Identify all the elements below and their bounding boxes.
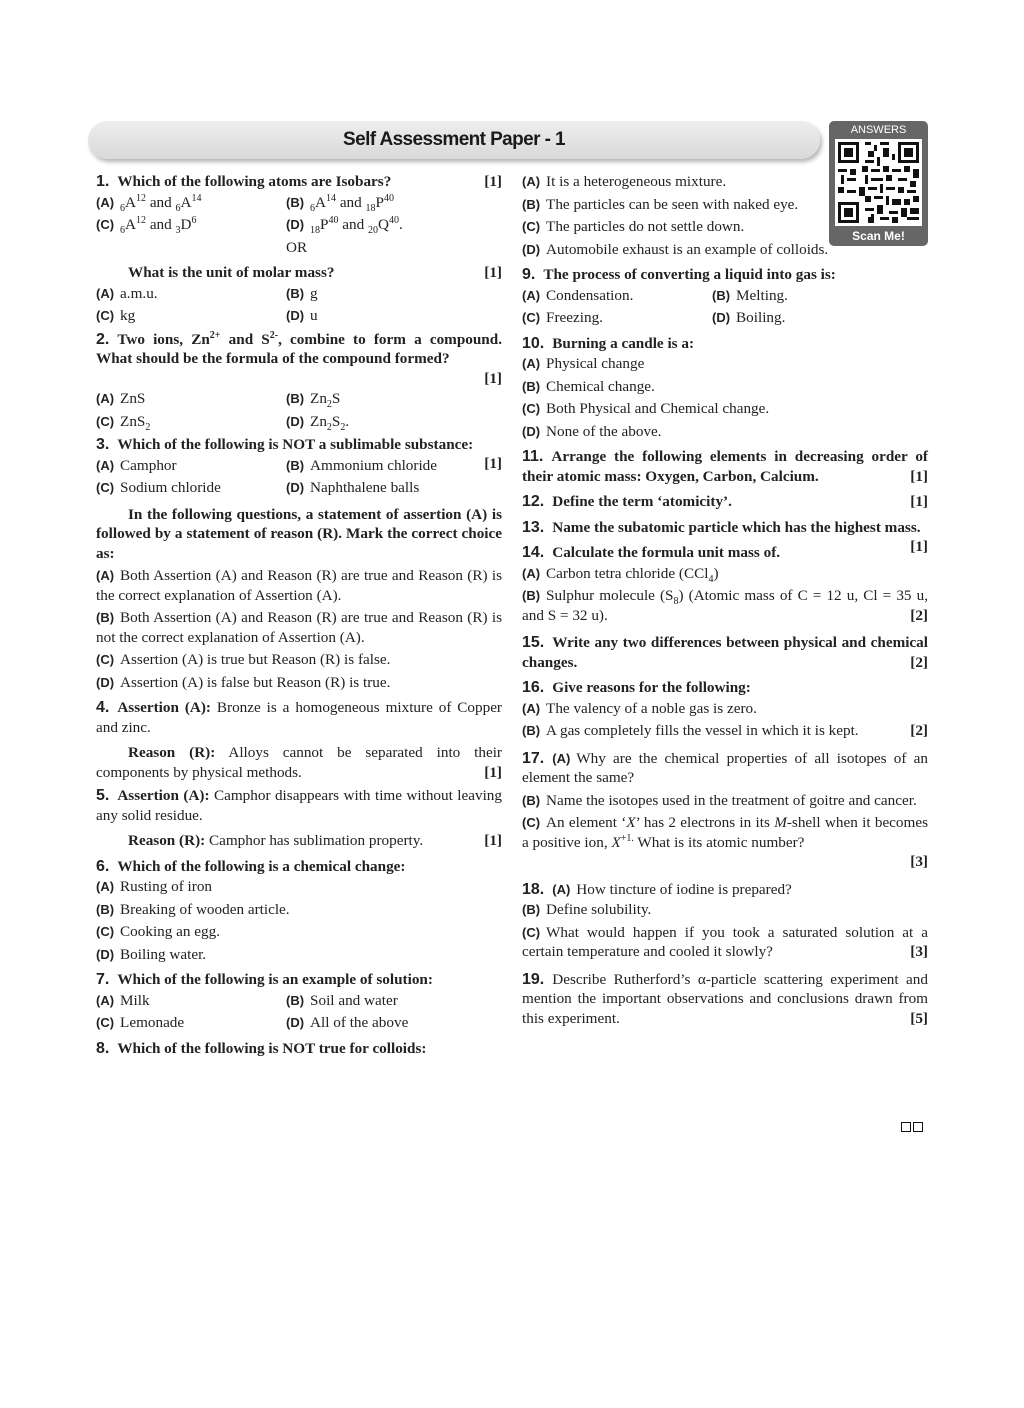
q14-part-a: (A) Carbon tetra chloride (CCl$_4$) [522, 564, 719, 585]
question-number: 11. [522, 448, 544, 465]
option-d[interactable]: (D) None of the above. [522, 422, 662, 440]
question-18: 18. (A) How tincture of iodine is prepared? [522, 880, 792, 898]
option-c[interactable]: (C) Cooking an egg. [96, 923, 221, 940]
q16-part-b: [2] (B) A gas completely fills the vessel in which it is kept. [522, 722, 928, 739]
question-number: 9. [522, 266, 536, 283]
option-a[interactable]: (A) a.m.u. [96, 284, 158, 302]
q17-part-b: (B) Name the isotopes used in the treatment of goitre and cancer. [522, 791, 917, 809]
question-text: Give reasons for the following: [552, 679, 751, 696]
option-c[interactable]: (C) The particles do not settle down. [522, 218, 745, 235]
mark: [1] [484, 832, 502, 849]
question-4-reason: Reason (R): Alloys cannot be separated into their components by physical methods. [1] [96, 744, 502, 781]
option-b[interactable]: (B) Soil and water [286, 991, 398, 1009]
option-a[interactable]: (A) Physical change [522, 355, 645, 372]
question-4: 4. Assertion (A): Bronze is a homogeneous mixture of Copper and zinc. [96, 699, 502, 736]
option-d[interactable]: (D) Automobile exhaust is an example of colloids. [522, 240, 829, 258]
option-a[interactable]: (A) It is a heterogeneous mixture. [522, 173, 727, 190]
mark: [3] [910, 853, 928, 870]
question-number: 6. [96, 857, 110, 875]
q2-options [96, 389, 502, 431]
option-b[interactable]: (B) g [286, 284, 318, 302]
question-number: 3. [96, 436, 110, 453]
question-text: Which of the following is NOT a sublimable substance: [117, 436, 474, 453]
question-text: Which of the following is a chemical change: [117, 857, 406, 875]
question-text: Burning a candle is a: [552, 334, 695, 352]
mark: [1] [910, 467, 928, 485]
section-header [88, 121, 820, 159]
q16-part-a: (A) The valency of a noble gas is zero. [522, 699, 757, 717]
mark: [1] [484, 264, 502, 281]
option-d[interactable]: (D) $_{18}P^{40}$ and $_{20}Q^{40}$. [286, 214, 403, 237]
q3-options [96, 456, 502, 498]
mark: [1] [484, 455, 502, 472]
question-number: 14. [522, 544, 545, 561]
question-text: Name the subatomic particle which has the highest mass. [552, 518, 921, 536]
mark: [3] [910, 943, 928, 960]
question-number: 12. [522, 493, 545, 510]
option-b[interactable]: (B) Melting. [712, 286, 788, 304]
mark: [2] [910, 722, 928, 739]
option-c[interactable]: (C) Freezing. [522, 309, 603, 326]
option-b[interactable]: (B) $_6A^{14}$ and $_{18}P^{40}$ [286, 192, 394, 214]
question-8 [96, 1039, 502, 1059]
mark: [5] [910, 1009, 928, 1027]
question-19 [522, 970, 928, 1029]
option-d[interactable]: (D) All of the above [286, 1014, 409, 1031]
assertion-reason-instructions: In the following questions, a statement of assertion (A) is followed by a statement of reason (R). Mark the correct choice as: [96, 505, 502, 562]
right-column [522, 172, 928, 1031]
question-number: 1. [96, 173, 110, 190]
question-number: 15. [522, 634, 545, 651]
question-text: Describe Rutherford’s α-particle scattering experiment and mention the important observations and conclusions drawn from this experiment. [522, 970, 928, 1027]
option-d[interactable]: (D) Boiling water. [96, 945, 207, 963]
ar-option-a: (A) Both Assertion (A) and Reason (R) are true and Reason (R) is the correct explanation of Assertion (A). [96, 567, 502, 604]
option-c[interactable]: (C) Lemonade [96, 1014, 185, 1031]
option-a[interactable]: (A) Milk [96, 991, 150, 1009]
option-a[interactable]: (A) Condensation. [522, 286, 634, 304]
question-text: Which of the following is an example of solution: [117, 971, 433, 988]
question-text: The process of converting a liquid into gas is: [543, 266, 836, 283]
question-number: 2. [96, 330, 110, 348]
mark: [1] [910, 538, 928, 555]
option-c[interactable]: (C) ZnS$_2$ [96, 412, 151, 433]
question-number: 5. [96, 787, 110, 804]
question-1-alt [96, 263, 502, 283]
question-text: Which of the following is NOT true for colloids: [117, 1039, 427, 1057]
ar-option-c: (C) Assertion (A) is true but Reason (R) is false. [96, 651, 391, 668]
option-a[interactable]: (A) $_6A^{12}$ and $_6A^{14}$ [96, 192, 202, 214]
mark: [2] [910, 653, 928, 671]
ar-option-d: (D) Assertion (A) is false but Reason (R) is true. [96, 673, 391, 691]
question-16 [522, 678, 928, 698]
question-15 [522, 633, 928, 672]
q8-options [522, 172, 818, 237]
option-c[interactable]: (C) Both Physical and Chemical change. [522, 400, 770, 417]
question-7 [96, 970, 502, 990]
q18-part-b: (B) Define solubility. [522, 901, 652, 918]
question-17: 17. (A) Why are the chemical properties of all isotopes of an element the same? [522, 749, 928, 786]
option-d[interactable]: (D) $Zn_2S_2$. [286, 412, 350, 433]
question-number: 18. [522, 880, 545, 898]
qr-bottom-label: Scan Me! [852, 229, 905, 243]
option-c[interactable]: (C) Sodium chloride [96, 479, 221, 496]
mark: [1] [484, 173, 502, 190]
q14-part-b: (B) Sulphur molecule $(S_8)$ (Atomic mass of C = 12 u, Cl = 35 u, and S = 32 u). [2] [522, 587, 928, 624]
mark: [1] [484, 369, 502, 387]
q1-alt-options [96, 284, 502, 326]
qr-top-label: ANSWERS [850, 124, 907, 136]
q6-options [96, 877, 502, 964]
question-14 [522, 543, 928, 563]
question-5: 5. Assertion (A): Camphor disappears with time without leaving any solid residue. [96, 787, 502, 824]
option-c[interactable]: (C) kg [96, 307, 136, 324]
ar-option-b: (B) Both Assertion (A) and Reason (R) are true and Reason (R) is not the correct explanation of Assertion (A). [96, 609, 502, 646]
option-b[interactable]: (B) Chemical change. [522, 377, 655, 395]
question-number: 10. [522, 334, 545, 352]
option-d[interactable]: (D) Naphthalene balls [286, 479, 420, 496]
or-separator: OR [286, 238, 308, 256]
mark: [1] [910, 493, 928, 510]
option-b[interactable]: (B) $Zn_2S$ [286, 390, 341, 411]
question-text: Which of the following atoms are Isobars? [117, 173, 392, 190]
mark: [2] [910, 606, 928, 624]
mark: [1] [484, 763, 502, 781]
question-number: 8. [96, 1039, 110, 1057]
question-5-reason: [1] Reason (R): Camphor has sublimation property. [128, 832, 502, 849]
question-number: 4. [96, 699, 110, 716]
question-number: 19. [522, 970, 545, 988]
question-text: What is the unit of molar mass? [128, 264, 335, 281]
option-a[interactable]: (A) Camphor [96, 456, 177, 474]
question-number: 13. [522, 518, 545, 536]
page-title: Self Assessment Paper - 1 [343, 129, 565, 150]
question-number: 16. [522, 679, 545, 696]
question-11 [522, 447, 928, 486]
q1-options [96, 193, 502, 258]
q10-options [522, 354, 928, 441]
question-text: Define the term ‘atomicity’. [552, 493, 732, 510]
q7-options [96, 991, 502, 1033]
question-12 [522, 492, 928, 512]
end-of-paper-icon [901, 1119, 925, 1137]
q9-options [522, 286, 928, 328]
option-b[interactable]: (B) The particles can be seen with naked eye. [522, 195, 799, 213]
question-text: Write any two differences between physical and chemical changes. [522, 634, 928, 671]
left-column [96, 172, 502, 1059]
question-9 [522, 265, 928, 285]
option-a[interactable]: (A) Rusting of iron [96, 878, 213, 895]
question-1 [96, 172, 502, 192]
question-text: Calculate the formula unit mass of. [552, 544, 781, 561]
q18-part-c: (C) What would happen if you took a saturated solution at a certain temperature and cooled it slowly? [3] [522, 923, 928, 960]
option-a[interactable]: (A) ZnS [96, 390, 146, 407]
question-number: 7. [96, 971, 110, 988]
option-b[interactable]: (B) Breaking of wooden article. [96, 900, 290, 918]
q17-part-c: (C) An element ‘X’ has 2 electrons in its M-shell when it becomes a positive ion, $X^{+1.}$ What is its atomic number? [522, 814, 928, 851]
option-d[interactable]: (D) u [286, 307, 318, 324]
question-10 [522, 334, 928, 354]
question-text: Arrange the following elements in decreasing order of their atomic mass: Oxygen, Carbon, Calcium. [522, 448, 928, 485]
option-d[interactable]: (D) Boiling. [712, 309, 786, 326]
option-c[interactable]: (C) $_6A^{12}$ and $_3D^6$ [96, 214, 197, 237]
question-6 [96, 857, 502, 877]
option-b[interactable]: (B) Ammonium chloride [286, 456, 438, 474]
question-number: 17. [522, 749, 545, 767]
question-2: 2. Two ions, $Zn^{2+}$ and $S^{2-}$, combine to form a compound. What should be the formula of the compound formed? [1] [96, 329, 502, 387]
